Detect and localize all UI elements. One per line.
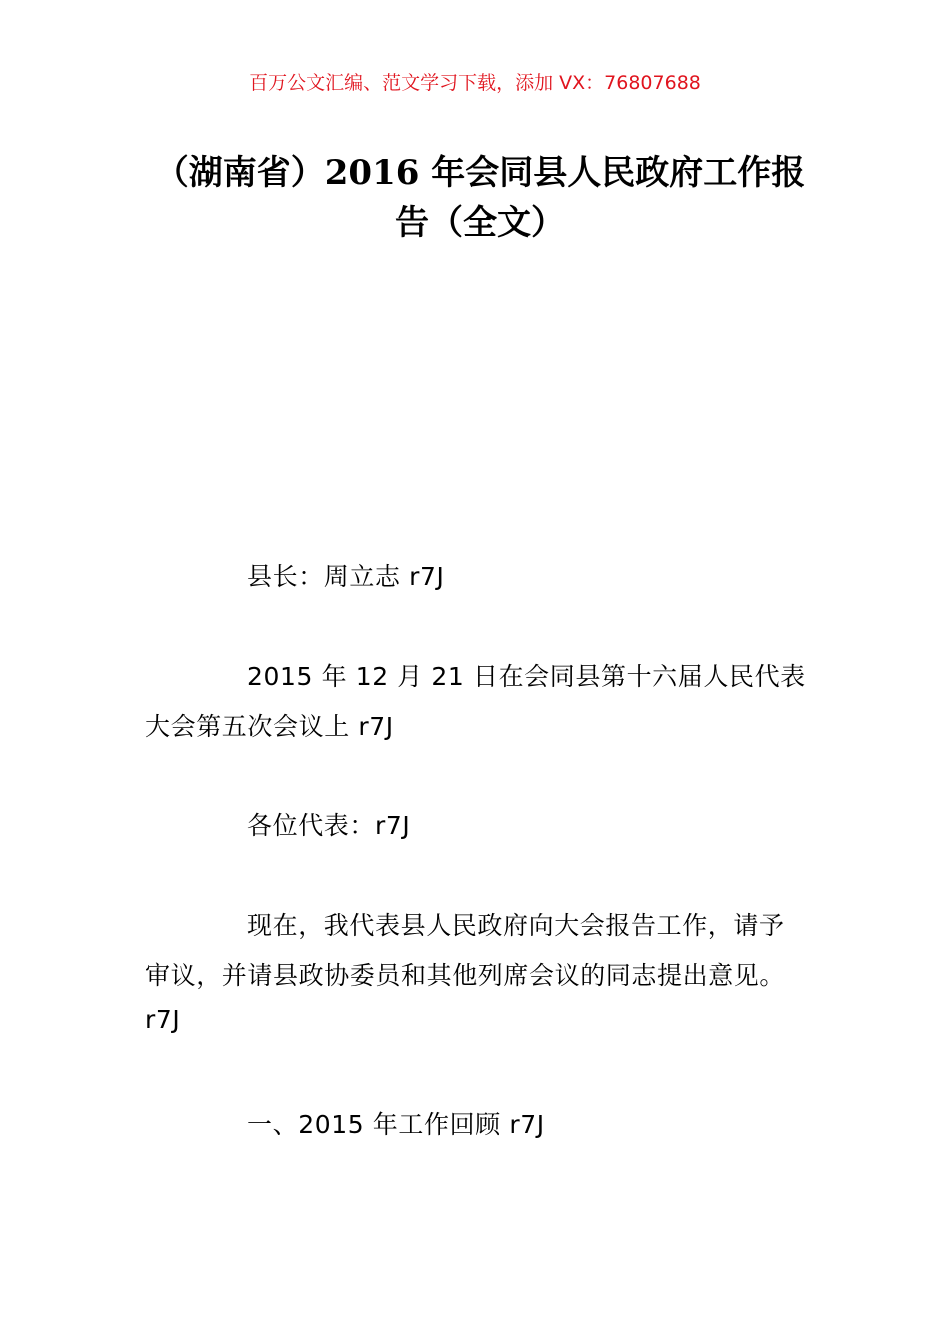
- title-line-1: （湖南省）2016 年会同县人民政府工作报: [154, 153, 806, 193]
- paragraph-date-line-1: 2015 年 12 月 21 日在会同县第十六届人民代表: [247, 662, 806, 691]
- watermark-header: 百万公文汇编、范文学习下载，添加 VX：76807688: [249, 72, 701, 94]
- paragraph-mayor: 县长：周立志 r7J: [247, 562, 445, 591]
- title-line-2: 告（全文）: [395, 203, 565, 243]
- paragraph-intro-line-1: 现在，我代表县人民政府向大会报告工作，请予: [247, 911, 785, 940]
- paragraph-intro-line-3: r7J: [145, 1005, 181, 1034]
- paragraph-date-line-2: 大会第五次会议上 r7J: [145, 712, 394, 741]
- section-heading-review: 一、2015 年工作回顾 r7J: [247, 1110, 545, 1139]
- paragraph-intro-line-2: 审议，并请县政协委员和其他列席会议的同志提出意见。: [145, 961, 786, 990]
- paragraph-salutation: 各位代表：r7J: [247, 811, 411, 840]
- document-title: [140, 148, 820, 248]
